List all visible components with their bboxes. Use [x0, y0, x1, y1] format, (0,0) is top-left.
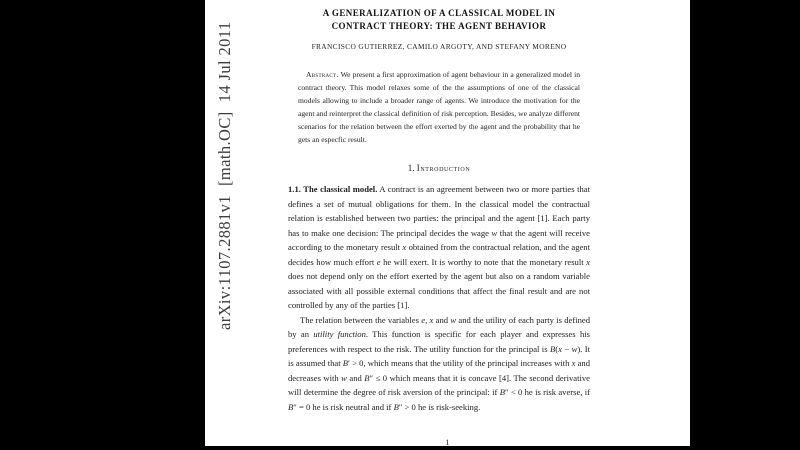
arxiv-identifier-stamp: arXiv:1107.2881v1 [math.OC] 14 Jul 2011	[215, 21, 234, 330]
section-heading-introduction	[288, 163, 590, 173]
paper-title-line1: A GENERALIZATION OF A CLASSICAL MODEL IN	[322, 8, 556, 18]
section-number: 1.	[407, 163, 415, 173]
abstract-label: Abstract.	[306, 70, 339, 79]
authors-line: FRANCISCO GUTIERREZ, CAMILO ARGOTY, AND STEFANY MORENO	[311, 42, 567, 51]
paper-title	[288, 0, 590, 33]
page-number: 1	[445, 438, 450, 447]
abstract-text: We present a first approximation of agent behaviour in a generalized model in contract theory. This model relaxes some of the the assumptions of one of the classical models allowing to include a broader range of agents. We introduce the motivation for the agent and reinterpret the classical definition of risk perception. Besides, we analyze different scenarios for the relation between the effort exerted by the agent and the probability that he gets an especfic result.	[298, 70, 580, 144]
section-title: Introduction	[416, 163, 471, 173]
paragraph-utility-function: The relation between the variables e, x and w and the utility of each party is defined by an utility function. This function is specific for each player and expresses his preferences with respect to the risk. The utility function for the principal is B(x − w). It is assumed that B′ > 0, which means that the utility of the principal increases with x and decreases with w and B″ ≤ 0 which means that it is concave [4]. The second derivative will determine the degree of risk aversion of the principal: if B″ < 0 he is risk averse, if B″ = 0 he is risk neutral and if B″ > 0 he is risk-seeking.	[288, 314, 590, 412]
paper-title-line2: CONTRACT THEORY: THE AGENT BEHAVIOR	[331, 21, 547, 31]
paper-page	[205, 0, 690, 446]
paragraph-classical-model: 1.1. The classical model. A contract is an agreement between two or more parties that defines a set of mutual obligations for them. In the classical model the contractual relation is established between two parties: the principal and the agent [1]. Each party has to make one decision: The principal decides the wage w that the agent will receive according to the monetary result x obtained from the contractual relation, and the agent decides how much effort e he will exert. It is worthy to note that the monetary result x does not depend only on the effort exerted by the agent but also on a random variable associated with all possible external conditions that affect the final result and are not controlled by any of the parties [1].	[288, 184, 591, 310]
paper-content-column	[288, 0, 590, 414]
abstract-block	[298, 68, 580, 146]
